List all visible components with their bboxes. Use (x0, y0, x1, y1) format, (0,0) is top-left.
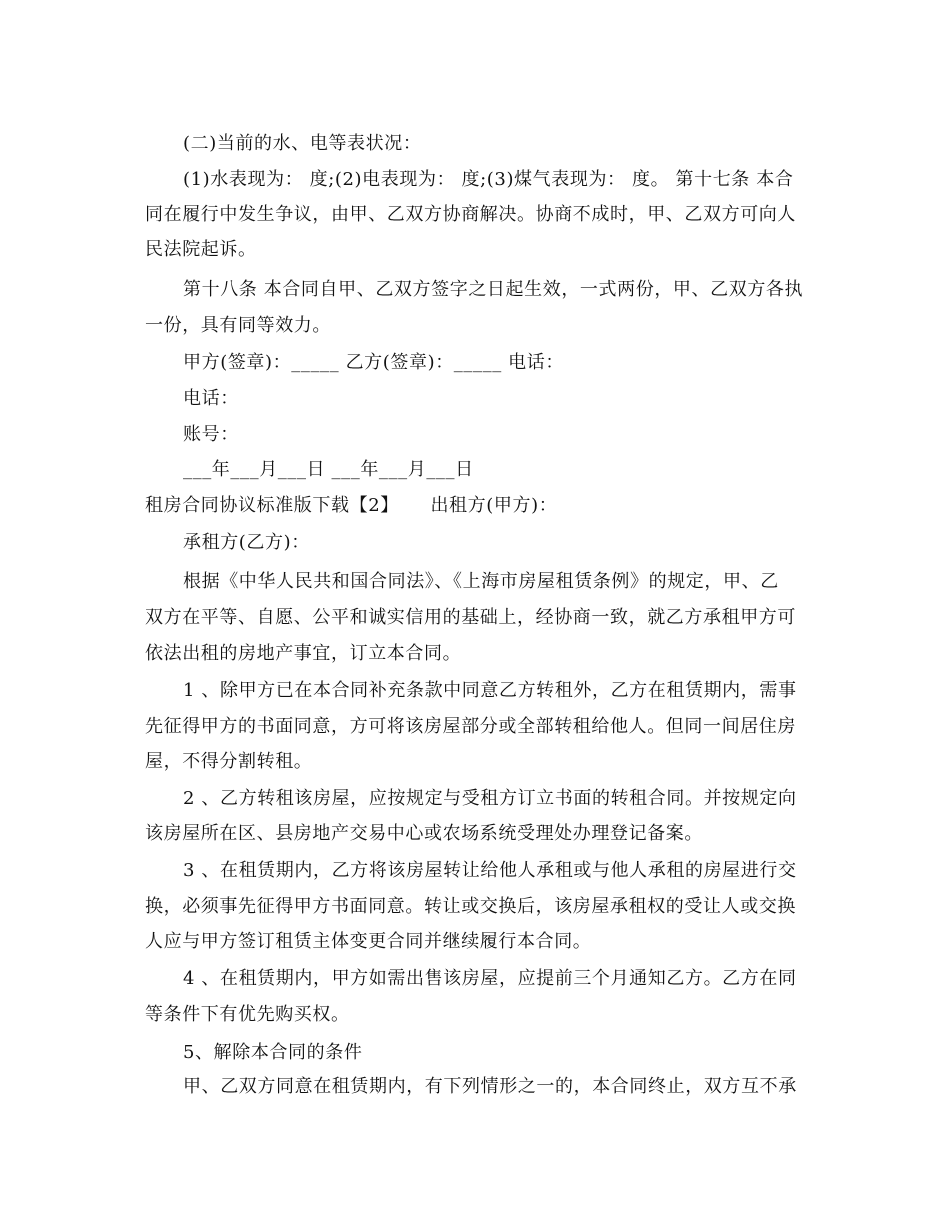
text-line: 5、解除本合同的条件 (183, 1042, 363, 1063)
text-line: ___年___月___日 ___年___月___日 (183, 459, 474, 480)
text-line: 一份，具有同等效力。 (145, 315, 331, 336)
text-line: 承租方(乙方)： (183, 532, 310, 553)
text-line: 甲、乙双方同意在租赁期内，有下列情形之一的，本合同终止，双方互不承 (183, 1076, 797, 1097)
text-line: 3 、在租赁期内，乙方将该房屋转让给他人承租或与他人承租的房屋进行交 (183, 860, 797, 881)
text-line: 1 、除甲方已在本合同补充条款中同意乙方转租外，乙方在租赁期内，需事 (183, 680, 797, 701)
text-line: 甲方(签章)：_____ 乙方(签章)：_____ 电话： (183, 352, 564, 373)
text-line: 先征得甲方的书面同意，方可将该房屋部分或全部转租给他人。但同一间居住房 (145, 716, 796, 737)
text-line: 电话： (183, 388, 239, 409)
text-line: (二)当前的水、电等表状况： (183, 133, 422, 154)
text-line: 民法院起诉。 (145, 239, 257, 260)
text-line: 等条件下有优先购买权。 (145, 1004, 350, 1025)
text-line: 2 、乙方转租该房屋，应按规定与受租方订立书面的转租合同。并按规定向 (183, 788, 797, 809)
text-line: 账号： (183, 424, 239, 445)
text-line: 该房屋所在区、县房地产交易中心或农场系统受理处办理登记备案。 (145, 823, 703, 844)
text-line: 人应与甲方签订租赁主体变更合同并继续履行本合同。 (145, 931, 592, 952)
text-line: 4 、在租赁期内，甲方如需出售该房屋，应提前三个月通知乙方。乙方在同 (183, 968, 797, 989)
text-line: 根据《中华人民共和国合同法》、《上海市房屋租赁条例》的规定，甲、乙 (183, 571, 779, 592)
text-line: 同在履行中发生争议，由甲、乙双方协商解决。协商不成时，甲、乙双方可向人 (145, 204, 796, 225)
text-line: 依法出租的房地产事宜，订立本合同。 (145, 643, 462, 664)
text-line: 租房合同协议标准版下载【2】 出租方(甲方)： (145, 495, 558, 516)
text-line: (1)水表现为： 度;(2)电表现为： 度;(3)煤气表现为： 度。 第十七条 本合 (183, 169, 794, 190)
text-line: 第十八条 本合同自甲、乙双方签字之日起生效，一式两份，甲、乙双方各执 (183, 279, 804, 300)
text-line: 换，必须事先征得甲方书面同意。转让或交换后，该房屋承租权的受让人或交换 (145, 896, 796, 917)
text-line: 双方在平等、自愿、公平和诚实信用的基础上，经协商一致，就乙方承租甲方可 (145, 607, 796, 628)
text-line: 屋，不得分割转租。 (145, 751, 313, 772)
